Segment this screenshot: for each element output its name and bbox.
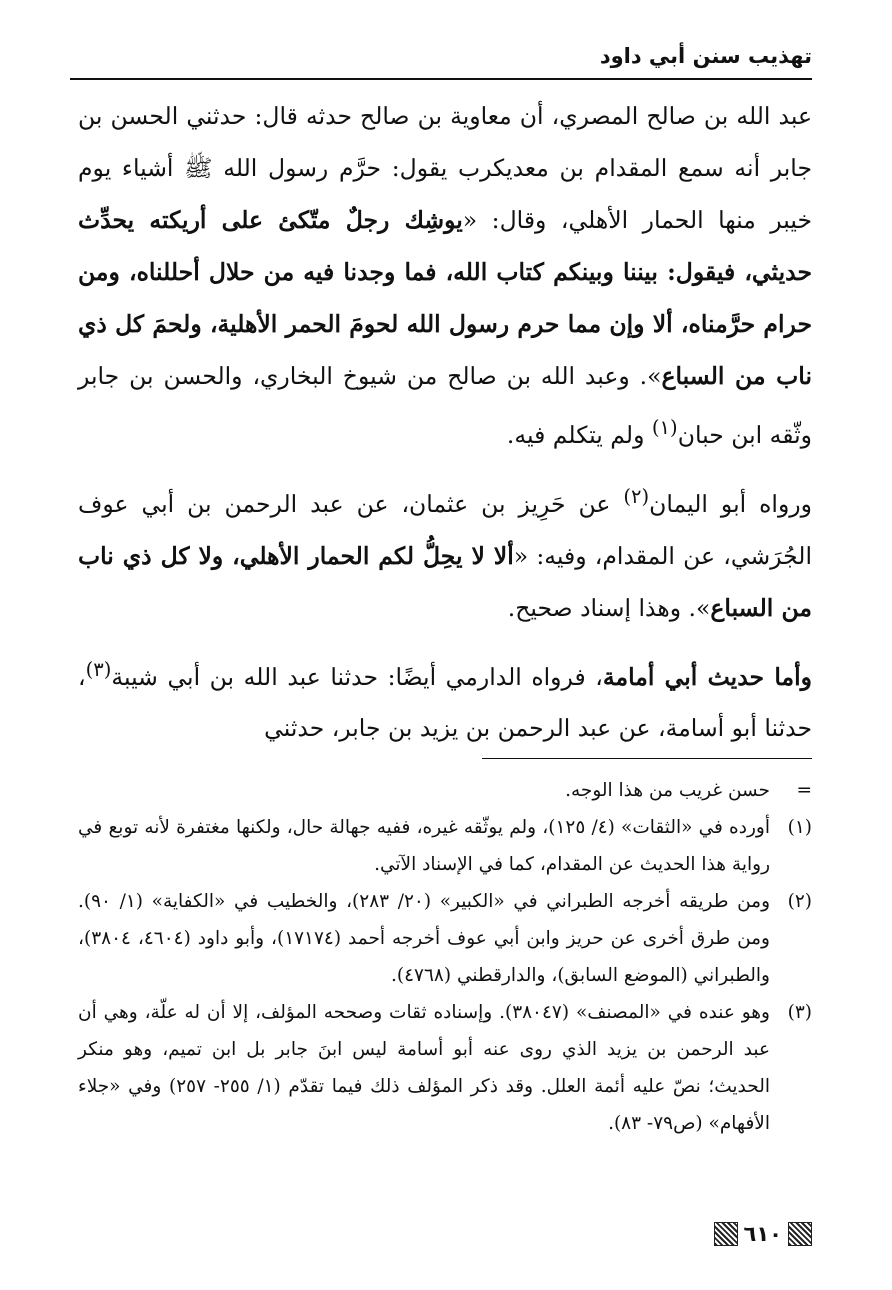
footnote-mark: (١)	[787, 817, 812, 838]
footnote-ref[interactable]: (٣)	[85, 657, 112, 681]
page-number: ٦١٠	[743, 1222, 782, 1246]
hadith-quote: يوشِك رجلٌ متّكئ على أريكته يحدِّث حديثي، فيقول: بيننا وبينكم كتاب الله، فما وجدنا فيه من حلال أحللناه، ومن حرام حرَّمناه، ألا وإن مما حرم رسول الله لحومَ الحمر الأهلية، ولحمَ كل ذي ناب من السباع	[78, 206, 812, 390]
footnote-ref[interactable]: (١)	[651, 416, 678, 439]
hadith-quote: ألا لا يحِلُّ لكم الحمار الأهلي، ولا كل ذي ناب من السباع	[78, 541, 812, 622]
footnote-text: أورده في «الثقات» (٤/ ١٢٥)، ولم يوثّقه غيره، ففيه جهالة حال، ولكنها مغتفرة لأنه توبع في رواية هذا الحديث عن المقدام، كما في الإسناد الآتي.	[78, 817, 770, 875]
footnote-text: ومن طريقه أخرجه الطبراني في «الكبير» (٢٠/ ٢٨٣)، والخطيب في «الكفاية» (١/ ٩٠). ومن طرق أخرى عن حريز وابن أبي عوف أخرجه أحمد (١٧١٧٤)، وأبو داود (٤٦٠٤، ٣٨٠٤)، والطبراني (الموضع السابق)، والدارقطني (٤٧٦٨).	[78, 891, 770, 986]
footnotes	[78, 772, 812, 1142]
footnote	[78, 772, 812, 809]
footnote-ref[interactable]: (٢)	[623, 484, 650, 508]
section-lead: وأما حديث أبي أمامة	[602, 662, 812, 691]
footnote-text: وهو عنده في «المصنف» (٣٨٠٤٧). وإسناده ثقات وصححه المؤلف، إلا أن له علّة، وهي أن عبد الرحمن بن يزيد الذي روى عنه أبو أسامة ليس ابنَ جابر بل ابن تميم، وهو منكر الحديث؛ نصّ عليه أئمة العلل. وقد ذكر المؤلف ذلك فيما تقدّم (١/ ٢٥٥- ٢٥٧) وفي «جلاء الأفهام» (ص٧٩- ٨٣).	[78, 1002, 770, 1134]
paragraph: ورواه أبو اليمان$^{(٢)}$ عن حَرِيز بن عثمان، عن عبد الرحمن بن أبي عوف الجُرَشي، عن المقدام، وفيه: «ألا لا يحِلُّ لكم الحمار الأهلي، ولا كل ذي ناب من السباع». وهذا إسناد صحيح.	[78, 484, 812, 622]
footnote-divider	[482, 758, 812, 759]
running-title: تهذيب سنن أبي داود	[599, 44, 812, 68]
footnote	[78, 994, 812, 1142]
paragraph: وأما حديث أبي أمامة، فرواه الدارمي أيضًا: حدثنا عبد الله بن أبي شيبة$^{(٣)}$، حدثنا أبو أسامة، عن عبد الرحمن بن يزيد بن جابر، حدثني	[78, 657, 812, 743]
footnote	[78, 809, 812, 883]
running-header	[70, 40, 812, 80]
footnote-mark: (٢)	[787, 891, 812, 912]
page-footer	[714, 1222, 812, 1246]
ornament-icon	[714, 1222, 738, 1246]
footnote	[78, 883, 812, 994]
ornament-icon	[788, 1222, 812, 1246]
footnote-text: حسن غريب من هذا الوجه.	[565, 780, 770, 801]
main-text	[78, 90, 812, 764]
footnote-mark: =	[796, 780, 812, 801]
footnote-mark: (٣)	[787, 1002, 812, 1023]
paragraph: عبد الله بن صالح المصري، أن معاوية بن صالح حدثه قال: حدثني الحسن بن جابر أنه سمع المقدام بن معديكرب يقول: حرَّم رسول الله ﷺ أشياء يوم خيبر منها الحمار الأهلي، وقال: «يوشِك رجلٌ متّكئ على أريكته يحدِّث حديثي، فيقول: بيننا وبينكم كتاب الله، فما وجدنا فيه من حلال أحللناه، ومن حرام حرَّمناه، ألا وإن مما حرم رسول الله لحومَ الحمر الأهلية، ولحمَ كل ذي ناب من السباع». وعبد الله بن صالح من شيوخ البخاري، والحسن بن جابر وثّقه ابن حبان$^{(١)}$ ولم يتكلم فيه.	[78, 102, 812, 449]
